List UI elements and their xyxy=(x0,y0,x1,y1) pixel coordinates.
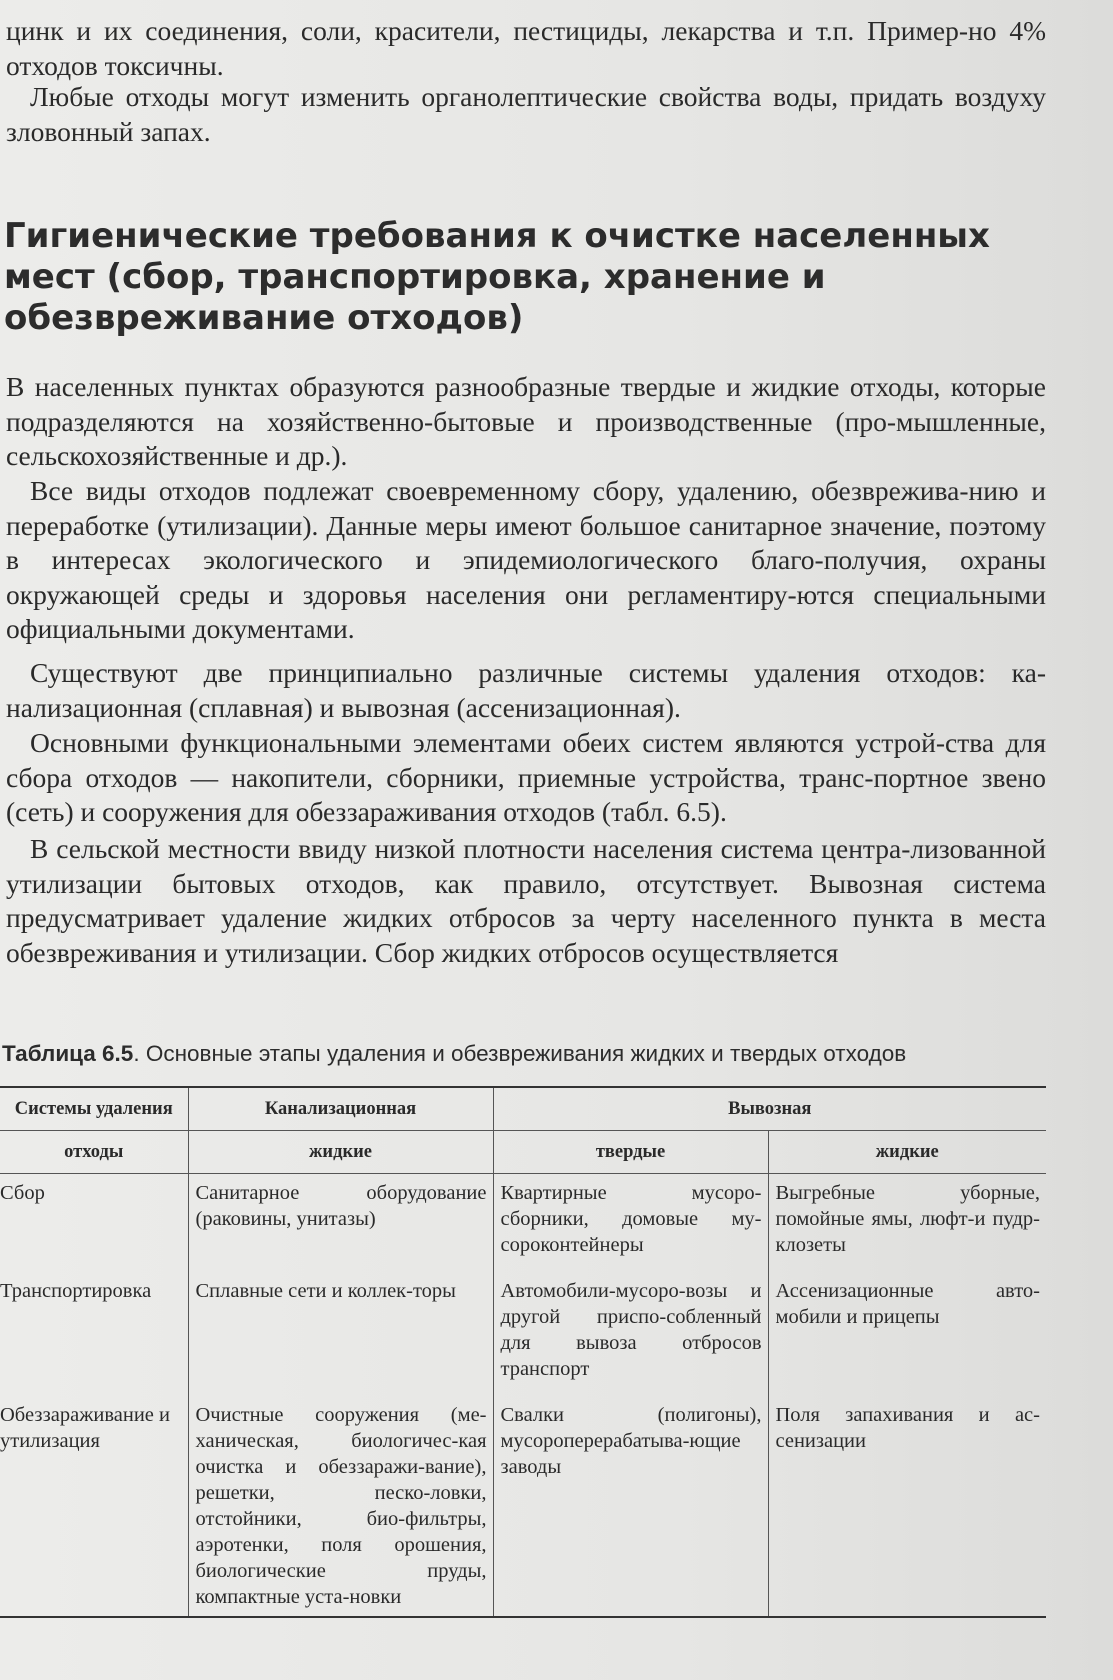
cell-removal-liquid: Поля запахивания и ас-сенизации xyxy=(768,1396,1046,1617)
table-header-row-2 xyxy=(0,1131,1046,1174)
paragraph-body-3-text: Существуют две принципиально различные системы удаления отходов: ка-нализационная (сплавная) и вывозная (ассенизационная). xyxy=(6,657,1046,723)
cell-stage: Обеззараживание и утилизация xyxy=(0,1396,188,1617)
header-waste: отходы xyxy=(0,1131,188,1174)
header-removal-solid: твердые xyxy=(493,1131,768,1174)
paragraph-intro-1: цинк и их соединения, соли, красители, пестициды, лекарства и т.п. Пример-но 4% отходов токсичны. xyxy=(6,15,1046,81)
waste-removal-table xyxy=(0,1086,1046,1618)
cell-removal-solid: Квартирные мусоро-сборники, домовые му-сороконтейнеры xyxy=(493,1174,768,1272)
paragraph-body-4-text: Основными функциональными элементами обеих систем являются устрой-ства для сбора отходов — накопители, сборники, приемные устройства, транс-портное звено (сеть) и сооружения для обеззараживания отходов (табл. 6.5). xyxy=(6,727,1046,827)
section-title: Гигиенические требования к очистке населенных мест (сбор, транспортировка, хранение и обезвреживание отходов) xyxy=(4,216,990,338)
cell-sewer-liquid: Очистные сооружения (ме-ханическая, биологичес-кая очистка и обеззаражи-вание), решетки, песко-ловки, отстойники, био-фильтры, аэротенки, поля орошения, биологические пруды, компактные уста-новки xyxy=(188,1396,493,1617)
cell-removal-solid: Автомобили-мусоро-возы и другой приспо-собленный для вывоза отбросов транспорт xyxy=(493,1272,768,1396)
table-header-row-1 xyxy=(0,1087,1046,1131)
header-sewer-liquid: жидкие xyxy=(188,1131,493,1174)
paragraph-body-2 xyxy=(6,474,1046,647)
paragraph-body-3 xyxy=(6,656,1046,725)
table-row xyxy=(0,1174,1046,1272)
paragraph-intro-2 xyxy=(6,80,1046,149)
cell-removal-liquid: Ассенизационные авто-мобили и прицепы xyxy=(768,1272,1046,1396)
table-caption-text: . Основные этапы удаления и обезвреживания жидких и твердых отходов xyxy=(133,1041,907,1066)
cell-sewer-liquid: Сплавные сети и коллек-торы xyxy=(188,1272,493,1396)
table-caption-label: Таблица 6.5 xyxy=(2,1041,134,1066)
header-removal: Вывозная xyxy=(493,1087,1046,1131)
paragraph-intro-2-text: Любые отходы могут изменить органолептические свойства воды, придать воздуху зловонный запах. xyxy=(6,81,1046,147)
paragraph-body-5 xyxy=(6,832,1046,970)
paragraph-body-2-text: Все виды отходов подлежат своевременному сбору, удалению, обезврежива-нию и переработке (утилизации). Данные меры имеют большое санитарное значение, поэтому в интересах экологического и эпидемиологического благо-получия, охраны окружающей среды и здоровья населения они регламентиру-ются специальными официальными документами. xyxy=(6,475,1046,644)
table-caption xyxy=(2,1041,1062,1067)
cell-stage: Сбор xyxy=(0,1182,45,1204)
table-row xyxy=(0,1272,1046,1396)
cell-removal-solid: Свалки (полигоны), мусороперерабатыва-ющие заводы xyxy=(493,1396,768,1617)
cell-sewer-liquid: Санитарное оборудование (раковины, унитазы) xyxy=(188,1174,493,1272)
paragraph-body-4 xyxy=(6,726,1046,830)
cell-removal-liquid: Выгребные уборные, помойные ямы, люфт-и пудр-клозеты xyxy=(768,1174,1046,1272)
header-removal-liquid: жидкие xyxy=(768,1131,1046,1174)
paragraph-body-5-text: В сельской местности ввиду низкой плотности населения система центра-лизованной утилизации бытовых отходов, как правило, отсутствует. Вывозная система предусматривает удаление жидких отбросов за черту населенного пункта в места обезвреживания и утилизации. Сбор жидких отбросов осуществляется xyxy=(6,833,1046,968)
header-sewer: Канализационная xyxy=(188,1087,493,1131)
header-systems: Системы удаления xyxy=(0,1087,188,1131)
paragraph-body-1: В населенных пунктах образуются разнообразные твердые и жидкие отходы, которые подразделяются на хозяйственно-бытовые и производственные (про-мышленные, сельскохозяйственные и др.). xyxy=(6,371,1046,471)
table-row xyxy=(0,1396,1046,1617)
cell-stage: Транспортировка xyxy=(0,1279,152,1302)
